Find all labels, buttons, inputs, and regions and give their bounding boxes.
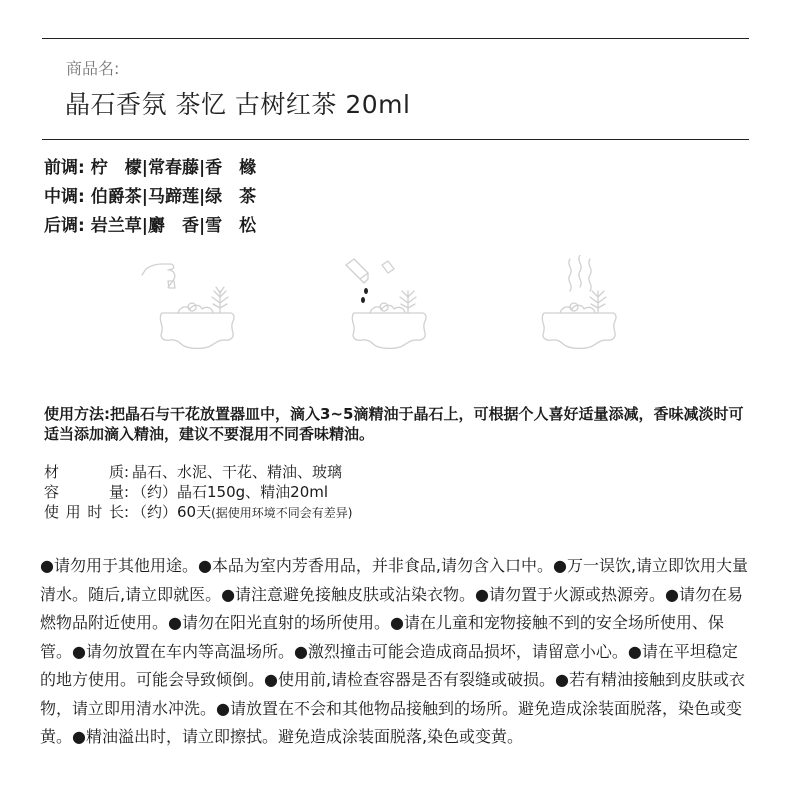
top-notes-label: 前调: — [44, 158, 85, 178]
duration-value: （约）60天 — [132, 503, 212, 521]
product-specs — [44, 462, 352, 523]
duration-note: (据使用环境不同会有差异) — [211, 506, 353, 520]
product-name-label: 商品名: — [66, 59, 120, 78]
duration-label: 使用时长 — [44, 503, 124, 521]
top-notes-value: 柠 檬|常春藤|香 橼 — [90, 158, 257, 178]
top-divider — [42, 38, 749, 39]
volume-value: （约）晶石150g、精油20ml — [132, 483, 329, 501]
volume-label: 容 量 — [44, 483, 124, 501]
top-notes-row — [44, 154, 256, 183]
material-value: 晶石、水泥、干花、精油、玻璃 — [132, 463, 343, 481]
fragrance-notes — [44, 154, 256, 241]
title-divider — [42, 139, 749, 140]
usage-instructions: 使用方法:把晶石与干花放置器皿中，滴入3~5滴精油于晶石上，可根据个人喜好适量添减，香味减淡时可适当添加滴入精油，建议不要混用不同香味精油。 — [44, 405, 744, 443]
middle-notes-row — [44, 183, 256, 212]
safety-warnings: ●请勿用于其他用途。●本品为室内芳香用品，并非食品,请勿含入口中。●万一误饮,请立即饮用大量清水。随后,请立即就医。●请注意避免接触皮肤或沾染衣物。●请勿置于火源或热源旁。●请勿在易燃物品附近使用。●请勿在阳光直射的场所使用。●请在儿童和宠物接触不到的安全场所使用、保管。●请勿放置在车内等高温场所。●激烈撞击可能会造成商品损坏，请留意小心。●请在平坦稳定的地方使用。可能会导致倾倒。●使用前,请检查容器是否有裂缝或破损。●若有精油接触到皮肤或衣物，请立即用清水冲洗。●请放置在不会和其他物品接触到的场所。避免造成涂装面脱落，染色或变黄。●精油溢出时，请立即擦拭。避免造成涂装面脱落,染色或变黄。 — [40, 556, 749, 746]
material-label: 材 质 — [44, 463, 124, 481]
base-notes-value: 岩兰草|麝 香|雪 松 — [90, 216, 257, 236]
hand-placing-crystal-icon — [140, 255, 252, 375]
base-notes-row — [44, 212, 256, 241]
product-title: 晶石香氛 茶忆 古树红茶 20ml — [65, 90, 411, 119]
dropper-bottle-icon — [342, 255, 454, 375]
middle-notes-label: 中调: — [44, 187, 85, 207]
middle-notes-value: 伯爵茶|马蹄莲|绿 茶 — [90, 187, 257, 207]
material-row: 材 质: 晶石、水泥、干花、精油、玻璃 — [44, 463, 343, 481]
base-notes-label: 后调: — [44, 216, 85, 236]
fragrance-steam-icon — [536, 255, 648, 375]
duration-row: 使用时长: （约）60天(据使用环境不同会有差异) — [44, 503, 353, 521]
volume-row: 容 量: （约）晶石150g、精油20ml — [44, 483, 329, 501]
